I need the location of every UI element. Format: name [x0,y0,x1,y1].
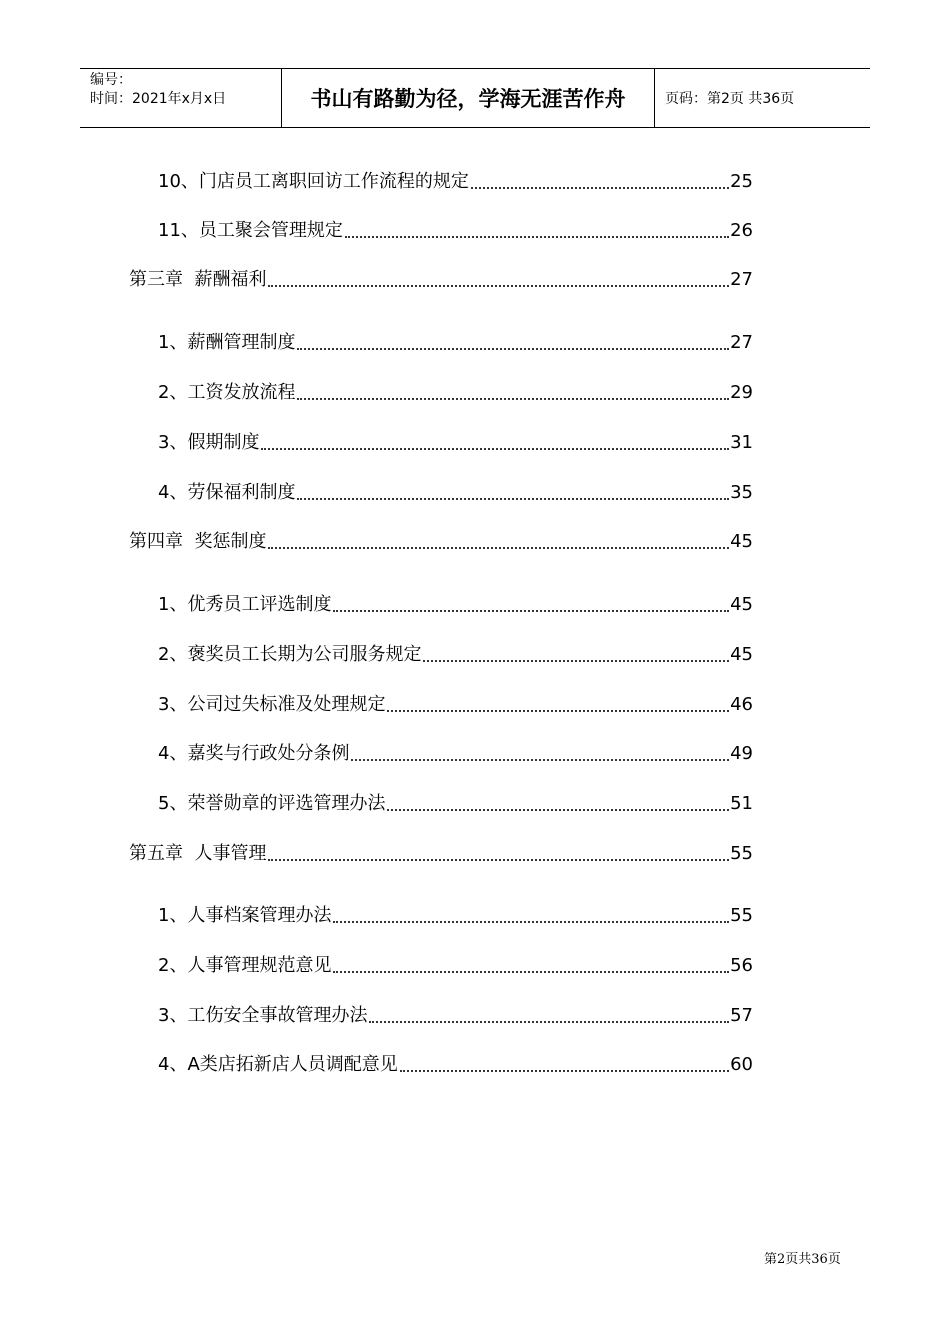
toc-dot-leader [369,1021,729,1023]
toc-item-entry[interactable] [158,381,753,405]
toc-entry-label: 4、A类店拓新店人员调配意见 [158,1054,398,1075]
toc-dot-leader [333,921,729,923]
toc-entry-label: 4、劳保福利制度 [158,482,296,503]
toc-item-entry[interactable] [158,331,753,355]
toc-entry-page-number: 51 [730,793,753,814]
toc-entry-label: 1、优秀员工评选制度 [158,594,332,615]
toc-entry-page-number: 60 [730,1054,753,1075]
header-page-number: 页码：第2页 共36页 [665,91,795,107]
toc-entry-page-number: 55 [730,905,753,926]
toc-chapter-entry[interactable] [129,530,753,554]
toc-entry-label: 1、人事档案管理办法 [158,905,332,926]
toc-item-entry[interactable] [158,1004,753,1028]
toc-item-entry[interactable] [158,643,753,667]
toc-entry-page-number: 31 [730,432,753,453]
toc-item-entry[interactable] [158,431,753,455]
toc-dot-leader [333,610,729,612]
toc-entry-label: 11、员工聚会管理规定 [158,220,343,241]
toc-dot-leader [297,398,729,400]
toc-dot-leader [351,759,729,761]
toc-entry-label: 2、人事管理规范意见 [158,955,332,976]
toc-dot-leader [400,1070,729,1072]
toc-item-entry[interactable] [158,593,753,617]
toc-dot-leader [345,236,729,238]
toc-item-entry[interactable] [158,219,753,243]
toc-item-entry[interactable] [158,1053,753,1077]
toc-item-entry[interactable] [158,742,753,766]
toc-entry-label: 2、工资发放流程 [158,382,296,403]
toc-entry-page-number: 45 [730,531,753,552]
toc-entry-label: 第三章 薪酬福利 [129,269,267,290]
toc-entry-label: 5、荣誉勋章的评选管理办法 [158,793,386,814]
toc-entry-page-number: 55 [730,843,753,864]
toc-entry-page-number: 57 [730,1005,753,1026]
toc-entry-page-number: 27 [730,332,753,353]
toc-dot-leader [387,710,729,712]
toc-entry-label: 1、薪酬管理制度 [158,332,296,353]
toc-dot-leader [268,859,729,861]
toc-dot-leader [261,448,729,450]
toc-item-entry[interactable] [158,792,753,816]
toc-item-entry[interactable] [158,693,753,717]
header-motto: 书山有路勤为径，学海无涯苦作舟 [310,86,626,111]
toc-entry-page-number: 26 [730,220,753,241]
toc-dot-leader [268,547,729,549]
toc-entry-label: 10、门店员工离职回访工作流程的规定 [158,171,469,192]
toc-entry-page-number: 29 [730,382,753,403]
toc-dot-leader [268,285,729,287]
toc-entry-label: 2、褒奖员工长期为公司服务规定 [158,644,422,665]
toc-entry-label: 第四章 奖惩制度 [129,531,267,552]
toc-entry-page-number: 56 [730,955,753,976]
toc-dot-leader [387,809,729,811]
toc-entry-page-number: 27 [730,269,753,290]
toc-entry-label: 3、公司过失标准及处理规定 [158,694,386,715]
date-label: 时间：2021年x月x日 [90,91,227,107]
toc-entry-page-number: 49 [730,743,753,764]
toc-dot-leader [333,971,729,973]
toc-entry-label: 第五章 人事管理 [129,843,267,864]
toc-dot-leader [471,187,729,189]
toc-entry-page-number: 35 [730,482,753,503]
toc-dot-leader [297,348,729,350]
toc-chapter-entry[interactable] [129,268,753,292]
toc-entry-label: 3、假期制度 [158,432,260,453]
toc-item-entry[interactable] [158,170,753,194]
toc-item-entry[interactable] [158,904,753,928]
toc-entry-page-number: 45 [730,594,753,615]
toc-entry-page-number: 25 [730,171,753,192]
toc-dot-leader [297,498,729,500]
toc-entry-page-number: 46 [730,694,753,715]
page-footer [764,1248,841,1267]
toc-item-entry[interactable] [158,481,753,505]
footer-page-number: 第2页共36页 [764,1252,841,1267]
toc-item-entry[interactable] [158,954,753,978]
toc-entry-page-number: 45 [730,644,753,665]
toc-chapter-entry[interactable] [129,842,753,866]
toc-dot-leader [423,660,729,662]
serial-number-label: 编号： [90,72,132,88]
toc-entry-label: 3、工伤安全事故管理办法 [158,1005,368,1026]
toc-entry-label: 4、嘉奖与行政处分条例 [158,743,350,764]
